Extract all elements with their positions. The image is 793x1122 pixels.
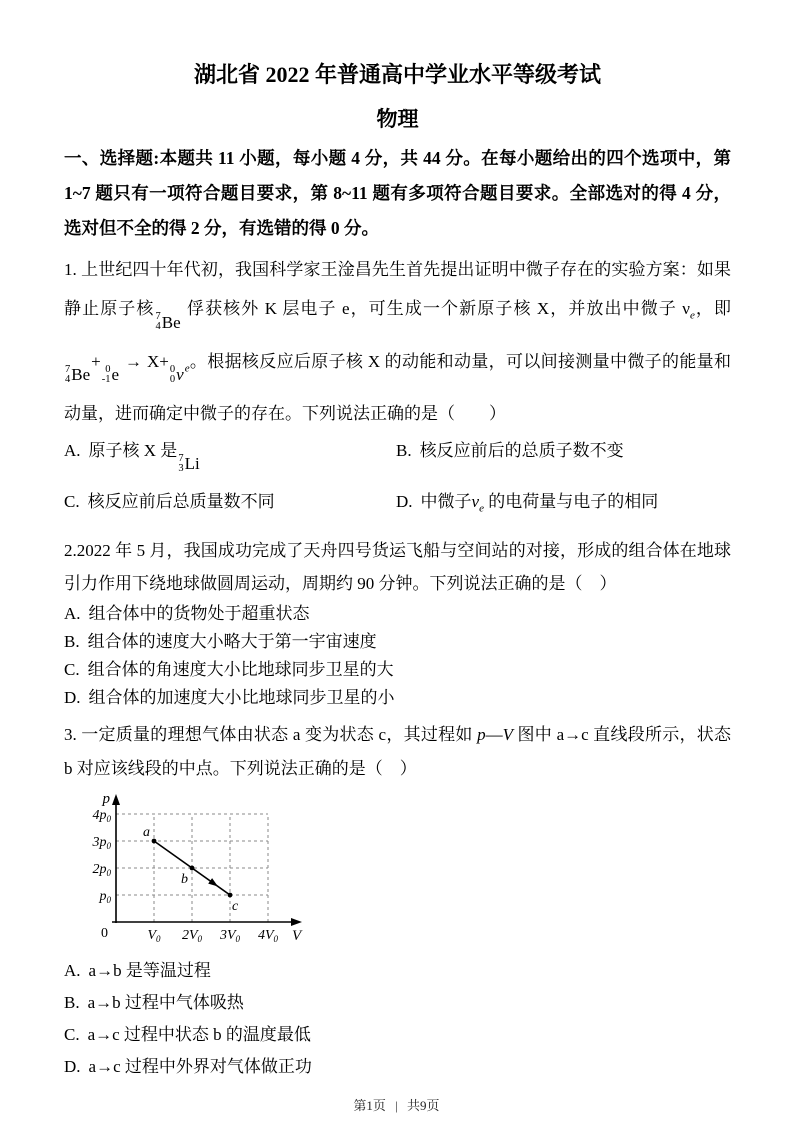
q1-stem-text-2: 俘获核外 K 层电子 e，可生成一个新原子核 X，并放出中微子 ν xyxy=(186,299,690,318)
footer-total-pages: 共9页 xyxy=(407,1098,440,1113)
point-c xyxy=(228,893,233,898)
process-direction-arrowhead xyxy=(208,878,218,886)
question-3-options xyxy=(64,955,731,1083)
pv-diagram xyxy=(66,790,731,955)
q1-stem-text-3: ，即 xyxy=(694,299,732,318)
neutrino-subscript: e xyxy=(689,309,695,322)
question-2-options xyxy=(64,600,731,712)
q3-option-c: C. a→c 过程中状态 b 的温度最低 xyxy=(64,1025,311,1045)
q3-option-b: B. a→b 过程中气体吸热 xyxy=(64,993,244,1013)
page-title: 湖北省 2022 年普通高中学业水平等级考试 xyxy=(193,62,601,87)
footer-separator: | xyxy=(395,1098,398,1113)
q1-option-b: B. 核反应前后的总质子数不变 xyxy=(396,441,624,460)
nuclide-be-7-4: 7 4 Be xyxy=(155,311,181,332)
question-1-stem xyxy=(64,250,731,433)
origin-label: 0 xyxy=(101,926,108,942)
q3-option-a: A. a→b 是等温过程 xyxy=(64,961,211,981)
pv-symbol-v: V xyxy=(502,725,514,745)
question-1-options xyxy=(64,439,731,520)
nuclide-be-7-4-eq: 7 4 Be xyxy=(65,363,91,385)
svg-text:3p0: $3p_0$ xyxy=(92,835,111,852)
svg-text:2V0: $2V_0$ xyxy=(181,928,203,945)
section-instructions: 一、选择题:本题共 11 小题，每小题 4 分，共 44 分。在每小题给出的四个选项中，第 1~7 题只有一项符合题目要求，第 8~11 题有多项符合题目要求。全部选对的得 4 分，选对但不全的得 2 分，有选错的得 0 分。 xyxy=(64,148,731,238)
reaction-arrow: → xyxy=(125,351,143,371)
y-tick-labels xyxy=(92,808,112,905)
svg-text:V0: $V_0$ xyxy=(147,928,161,945)
y-axis-arrowhead xyxy=(112,794,120,805)
page-footer xyxy=(0,1095,793,1114)
q1-option-d: D. 中微子$\nu_e$ 的电荷量与电子的相同 xyxy=(396,492,659,515)
q1-option-c: C. 核反应前后总质量数不同 xyxy=(64,492,275,511)
x-axis-label: V xyxy=(292,928,302,945)
subject-title: 物理 xyxy=(376,107,419,131)
pv-symbol-p: p xyxy=(477,725,486,745)
point-b xyxy=(190,866,195,871)
q3-option-d: D. a→c 过程中外界对气体做正功 xyxy=(64,1057,312,1077)
nuclear-reaction-equation: 7 4 Be + 0 -1 e → X+ 0 0 ν $_e$ xyxy=(64,352,190,371)
q1-stem-text-1: 1. 上世纪四十年代初，我国科学家王淦昌先生首先提出证明中微子存在的实验方案：如果静止原子核 xyxy=(64,260,731,318)
nuclide-li-7-3: 7 3 Li xyxy=(178,453,200,474)
svg-text:p0: $p_0$ xyxy=(99,889,111,906)
q2-option-b: B. 组合体的速度大小略大于第一宇宙速度 xyxy=(64,632,377,652)
point-a xyxy=(152,839,157,844)
svg-text:c: c xyxy=(232,899,239,915)
svg-text:4V0: $4V_0$ xyxy=(257,928,279,945)
x-axis-arrowhead xyxy=(291,918,302,926)
q2-option-d: D. 组合体的加速度大小比地球同步卫星的小 xyxy=(64,688,395,708)
svg-text:3V0: $3V_0$ xyxy=(219,928,241,945)
svg-text:b: b xyxy=(181,872,188,888)
q2-option-c: C. 组合体的角速度大小比地球同步卫星的大 xyxy=(64,660,394,680)
q1-option-a: A. 原子核 X 是 7 3 Li xyxy=(64,441,200,474)
y-axis-label: p xyxy=(102,791,110,808)
x-tick-labels xyxy=(147,928,278,944)
svg-text:4p0: $4p_0$ xyxy=(92,808,111,825)
pv-diagram-svg xyxy=(66,790,316,950)
question-3-stem: 3. 一定质量的理想气体由状态 a 变为状态 c，其过程如 p—V 图中 a→c 直线段所示，状态 b 对应该线段的中点。下列说法正确的是（ ） xyxy=(64,725,732,779)
svg-text:a: a xyxy=(143,825,150,841)
footer-page-number: 第1页 xyxy=(353,1098,386,1113)
question-2-stem: 2.2022 年 5 月，我国成功完成了天舟四号货运飞船与空间站的对接，形成的组合体在地球引力作用下绕地球做圆周运动，周期约 90 分钟。下列说法正确的是（ ） xyxy=(64,541,731,594)
nuclide-electron: 0 -1 e xyxy=(101,363,120,385)
nuclide-neutrino: 0 0 ν xyxy=(169,363,184,385)
svg-text:2p0: $2p_0$ xyxy=(92,862,111,879)
q1-stem-text-4: 。根据核反应后原子核 X 的动能和动量，可以间接测量中微子的能量和动量，进而确定中微子的存在。下列说法正确的是（ ） xyxy=(64,351,731,423)
q2-option-a: A. 组合体中的货物处于超重状态 xyxy=(64,604,310,624)
